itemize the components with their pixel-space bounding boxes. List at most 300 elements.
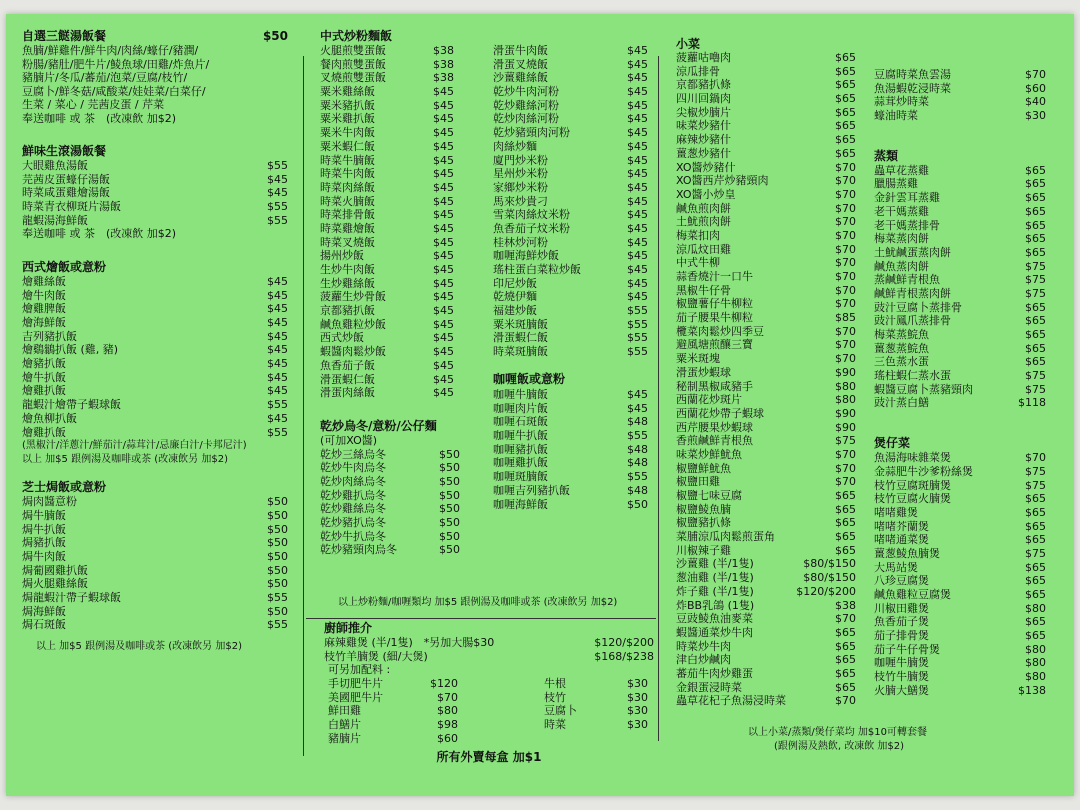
item-name: 枝竹 xyxy=(544,690,566,704)
item-price: $65 xyxy=(1025,560,1046,574)
item-name: 中式牛柳 xyxy=(676,256,720,270)
menu-item xyxy=(676,256,856,270)
item-price: $45 xyxy=(433,345,454,359)
menu-item xyxy=(493,126,648,140)
item-name: 西蘭花炒斑片 xyxy=(676,393,742,407)
menu-item xyxy=(22,173,288,187)
vegetable-list xyxy=(874,68,1046,123)
item-name: 避風塘煎釀三寶 xyxy=(676,338,753,352)
item-price: $50 xyxy=(267,563,288,577)
item-name: 手切肥牛片 xyxy=(328,676,383,690)
item-price: $45 xyxy=(433,98,454,112)
item-price: $45 xyxy=(433,180,454,194)
item-price: $45 xyxy=(627,194,648,208)
item-price: $55 xyxy=(267,425,288,439)
item-name: 豬腩片 xyxy=(328,731,361,745)
item-price: $45 xyxy=(267,316,288,329)
column-2 xyxy=(320,28,654,610)
item-name: 滑蛋蝦仁飯 xyxy=(493,331,548,345)
dishes-footer-note: 以上小菜/蒸類/煲仔菜均 加$10可轉套餐 xyxy=(748,727,928,738)
item-name: 燴雞絲飯 xyxy=(22,274,66,288)
item-price: $70 xyxy=(835,160,856,174)
item-price: $45 xyxy=(627,180,648,194)
item-name: 椒鹽七味豆腐 xyxy=(676,489,742,502)
item-price: $65 xyxy=(1025,341,1046,355)
menu-item xyxy=(493,345,648,359)
item-name: XO醬西芹炒豬頸肉 xyxy=(676,174,769,188)
item-name: 菜脯涼瓜肉鬆煎蛋角 xyxy=(676,530,775,544)
item-price: $45 xyxy=(267,329,288,343)
section-title-dishes: 小菜 xyxy=(676,37,701,51)
menu-item xyxy=(493,470,648,484)
item-name: 薑葱炒豬什 xyxy=(676,146,731,160)
item-name: 燴魚柳扒飯 xyxy=(22,411,77,425)
menu-item xyxy=(320,277,454,291)
item-price: $45 xyxy=(433,331,454,345)
menu-item xyxy=(320,44,454,58)
menu-item xyxy=(874,232,1046,246)
item-price: $45 xyxy=(627,98,648,112)
item-price: $90 xyxy=(835,420,856,434)
menu-item xyxy=(320,386,454,400)
item-price: $38 xyxy=(433,71,454,85)
menu-item xyxy=(493,388,648,402)
item-price: $38 xyxy=(433,57,454,71)
addon-list-right xyxy=(544,677,648,732)
menu-item xyxy=(544,677,648,691)
item-name: 麻辣炒豬什 xyxy=(676,133,731,147)
item-price: $65 xyxy=(835,543,856,557)
item-price: $65 xyxy=(835,146,856,160)
item-name: 乾炒三絲烏冬 xyxy=(320,447,386,461)
item-price: $65 xyxy=(1025,314,1046,328)
item-price: $45 xyxy=(627,235,648,249)
menu-item xyxy=(320,71,454,85)
item-name: 魚湯海味雜菜煲 xyxy=(874,451,951,465)
item-name: 時菜排骨飯 xyxy=(320,208,375,222)
item-name: 津白炒鹹肉 xyxy=(676,653,731,667)
menu-item xyxy=(324,650,654,664)
item-price: $75 xyxy=(1025,273,1046,287)
item-name: 馬來炒貴刁 xyxy=(493,194,548,208)
item-name: 菠蘿咕嚕肉 xyxy=(676,51,731,64)
menu-item xyxy=(676,215,856,229)
item-price: $65 xyxy=(835,666,856,680)
item-price: $45 xyxy=(433,208,454,222)
section-note: 奉送咖啡 或 茶 (改凍飲 加$2) xyxy=(22,227,177,241)
menu-item xyxy=(676,119,856,133)
menu-item xyxy=(544,691,648,705)
item-name: 金針雲耳蒸雞 xyxy=(874,191,940,205)
menu-item xyxy=(493,99,648,113)
menu-item xyxy=(676,599,856,613)
item-name: 燴豬扒飯 xyxy=(22,357,66,371)
item-price: $75 xyxy=(1025,382,1046,396)
menu-item xyxy=(874,260,1046,274)
item-price: $65 xyxy=(835,680,856,694)
item-price: $45 xyxy=(627,276,648,290)
item-price: $55 xyxy=(627,429,648,443)
item-price: $65 xyxy=(1025,629,1046,643)
item-price: $80 xyxy=(1025,642,1046,656)
menu-item xyxy=(22,564,288,578)
menu-item xyxy=(22,330,288,344)
menu-item xyxy=(544,718,648,732)
item-name: 蠔油時菜 xyxy=(874,109,918,123)
item-name: 福建炒飯 xyxy=(493,304,537,318)
item-name: 啫啫芥蘭煲 xyxy=(874,519,929,533)
item-price: $65 xyxy=(835,653,856,667)
item-price: $55 xyxy=(267,213,288,227)
addon-label: 可另加配料 : xyxy=(328,663,391,677)
section-title-western-rice: 西式燴飯或意粉 xyxy=(22,259,107,274)
item-price: $70 xyxy=(835,338,856,352)
item-name: 梅菜蒸肉餅 xyxy=(874,232,929,246)
menu-item xyxy=(874,656,1046,670)
menu-item xyxy=(22,412,288,426)
item-price: $80 xyxy=(835,379,856,393)
item-name: 薑葱鯪魚腩煲 xyxy=(874,546,940,560)
item-name: 涼瓜排骨 xyxy=(676,64,720,78)
item-price: $48 xyxy=(627,415,648,429)
menu-item xyxy=(874,396,1046,410)
menu-item xyxy=(493,167,648,181)
chinese-fried-list-right xyxy=(493,44,648,359)
item-price: $70 xyxy=(835,174,856,188)
item-price: $30 xyxy=(627,690,648,704)
item-name: 龍蝦湯海鮮飯 xyxy=(22,213,88,227)
item-price: $65 xyxy=(835,502,856,516)
item-price: $50 xyxy=(439,474,460,488)
menu-item xyxy=(544,704,648,718)
item-name: 牛根 xyxy=(544,676,566,690)
menu-item xyxy=(22,536,288,550)
column-divider xyxy=(303,56,304,756)
menu-item xyxy=(493,236,648,250)
item-name: 蝦醬豆腐卜蒸豬頸肉 xyxy=(874,382,973,396)
item-price: $65 xyxy=(1025,574,1046,588)
menu-item xyxy=(320,304,454,318)
item-price: $50 xyxy=(267,522,288,536)
item-price: $45 xyxy=(433,276,454,290)
item-name: 時菜 xyxy=(544,717,566,731)
menu-item xyxy=(874,451,1046,465)
item-price: $45 xyxy=(627,139,648,153)
menu-item xyxy=(493,208,648,222)
item-price: $55 xyxy=(267,398,288,412)
item-name: 鹹魚蒸肉餅 xyxy=(874,259,929,273)
item-price: $60 xyxy=(437,731,458,745)
menu-sheet xyxy=(6,14,1074,796)
item-price: $45 xyxy=(433,153,454,167)
item-name: 咖喱海鮮飯 xyxy=(493,497,548,511)
menu-item xyxy=(320,373,454,387)
item-name: 粟米雞絲飯 xyxy=(320,85,375,99)
menu-item xyxy=(676,653,856,667)
item-price: $70 xyxy=(835,201,856,215)
sauce-note: (黑椒汁/洋蔥汁/鮮茄汁/蒜茸汁/忌廉白汁/卡邦尼汁) xyxy=(22,440,247,452)
item-name: 乾炒雞絲河粉 xyxy=(493,98,559,112)
menu-item xyxy=(320,290,454,304)
text-line: 生菜 / 菜心 / 芫茜皮蛋 / 芹菜 xyxy=(22,98,165,111)
item-name: 龍蝦汁燴帶子蝦球飯 xyxy=(22,398,121,412)
item-name: 菠蘿生炒骨飯 xyxy=(320,290,386,304)
item-name: 焗石斑飯 xyxy=(22,618,66,632)
item-price: $75 xyxy=(1025,286,1046,300)
item-price: $50 xyxy=(267,577,288,591)
item-name: 老干媽蒸排骨 xyxy=(874,218,940,232)
item-price: $65 xyxy=(835,51,856,64)
item-name: 梅菜扣肉 xyxy=(676,228,720,242)
item-name: 鮮田雞 xyxy=(328,704,361,718)
menu-item xyxy=(676,284,856,298)
menu-item xyxy=(320,222,454,236)
menu-item xyxy=(676,393,856,407)
section-price: $50 xyxy=(262,29,288,43)
item-name: 乾炒雞扒烏冬 xyxy=(320,488,386,502)
item-price: $50 xyxy=(267,508,288,522)
item-price: $138 xyxy=(1018,683,1046,697)
menu-item xyxy=(320,530,460,544)
item-price: $120 xyxy=(430,676,458,690)
item-name: 餐肉煎雙蛋飯 xyxy=(320,57,386,71)
item-name: 乾炒肉絲烏冬 xyxy=(320,474,386,488)
item-price: $45 xyxy=(267,288,288,302)
item-name: 枝竹豆腐斑腩煲 xyxy=(874,478,951,492)
item-price: $45 xyxy=(627,290,648,304)
item-name: 鹹魚雞粒豆腐煲 xyxy=(874,588,951,601)
menu-item xyxy=(874,68,1046,82)
section-note: 以上 加$5 跟例湯及咖啡或茶 (改凍飲另 加$2) xyxy=(36,641,242,653)
item-name: 四川回鍋肉 xyxy=(676,92,731,106)
menu-item xyxy=(874,369,1046,383)
item-name: 粟米牛肉飯 xyxy=(320,126,375,140)
menu-item xyxy=(493,304,648,318)
column-divider xyxy=(658,56,659,741)
menu-item xyxy=(328,704,458,718)
menu-item xyxy=(676,585,856,599)
item-name: 鹹魚雞粒炒飯 xyxy=(320,317,386,331)
item-name: 臘腸蒸雞 xyxy=(874,177,918,191)
dishes-footer-subnote: (跟例湯及熱飲, 改凍飲 加$2) xyxy=(774,741,905,752)
item-name: 薑葱蒸鯇魚 xyxy=(874,341,929,355)
menu-item xyxy=(874,588,1046,602)
item-price: $75 xyxy=(1025,259,1046,273)
cheese-baked-list xyxy=(22,495,288,632)
item-name: 豆豉鯪魚油麥菜 xyxy=(676,612,753,626)
item-name: 椒鹽鮮魷魚 xyxy=(676,461,731,475)
menu-item xyxy=(320,195,454,209)
item-price: $70 xyxy=(835,475,856,489)
menu-item xyxy=(676,270,856,284)
menu-item xyxy=(676,106,856,120)
menu-item xyxy=(320,249,454,263)
menu-item xyxy=(22,495,288,509)
item-name: 啫啫通菜煲 xyxy=(874,533,929,547)
item-name: 味菜炒豬什 xyxy=(676,119,731,133)
item-price: $45 xyxy=(267,411,288,425)
menu-item xyxy=(676,626,856,640)
menu-item xyxy=(874,506,1046,520)
menu-item xyxy=(676,434,856,448)
item-name: 焗牛扒飯 xyxy=(22,522,66,536)
item-name: 咖喱雞扒飯 xyxy=(493,456,548,470)
western-rice-list xyxy=(22,275,288,439)
item-name: 叉燒煎雙蛋飯 xyxy=(320,71,386,85)
item-price: $55 xyxy=(267,618,288,632)
item-name: 美國肥牛片 xyxy=(328,690,383,704)
item-price: $65 xyxy=(1025,163,1046,177)
menu-item xyxy=(676,544,856,558)
item-price: $45 xyxy=(627,401,648,415)
item-name: 芫茜皮蛋蠔仔湯飯 xyxy=(22,172,110,186)
menu-item xyxy=(22,384,288,398)
item-name: 時菜火腩飯 xyxy=(320,194,375,208)
item-name: 豉汁鳳爪蒸排骨 xyxy=(874,314,951,328)
item-name: 乾炒牛扒烏冬 xyxy=(320,529,386,543)
menu-item xyxy=(320,345,454,359)
menu-item xyxy=(874,109,1046,123)
item-name: 蟲草花蒸雞 xyxy=(874,163,929,177)
item-price: $80 xyxy=(437,704,458,718)
menu-item xyxy=(493,85,648,99)
item-name: 京都豬扒飯 xyxy=(320,304,375,318)
item-name: 豆腐時菜魚雲湯 xyxy=(874,68,951,81)
item-name: 咖喱牛扒飯 xyxy=(493,429,548,443)
item-price: $120/$200 xyxy=(594,636,654,649)
item-name: 老干媽蒸雞 xyxy=(874,204,929,218)
item-name: 乾炒牛肉烏冬 xyxy=(320,461,386,475)
item-price: $65 xyxy=(835,625,856,639)
item-name: 燴雞扒飯 xyxy=(22,384,66,398)
menu-item xyxy=(676,462,856,476)
menu-item xyxy=(676,133,856,147)
item-price: $45 xyxy=(627,126,648,140)
curry-list xyxy=(493,388,648,511)
menu-item xyxy=(320,112,454,126)
item-price: $70 xyxy=(835,228,856,242)
menu-item xyxy=(22,523,288,537)
menu-item xyxy=(676,188,856,202)
menu-item xyxy=(320,126,454,140)
menu-item xyxy=(676,681,856,695)
menu-item xyxy=(874,479,1046,493)
item-price: $45 xyxy=(627,71,648,85)
item-name: 鹹魚煎肉餅 xyxy=(676,201,731,215)
item-name: 肉絲炒麵 xyxy=(493,139,537,153)
menu-item xyxy=(22,289,288,303)
menu-item xyxy=(22,426,288,440)
item-price: $55 xyxy=(627,470,648,484)
item-price: $45 xyxy=(433,372,454,386)
item-price: $45 xyxy=(433,126,454,140)
item-price: $65 xyxy=(1025,492,1046,506)
menu-item xyxy=(493,415,648,429)
item-name: 京都豬扒條 xyxy=(676,78,731,92)
item-name: 滑蛋牛肉飯 xyxy=(493,44,548,57)
column-4 xyxy=(874,68,1046,698)
item-price: $45 xyxy=(627,249,648,263)
menu-item xyxy=(874,465,1046,479)
fresh-soup-rice-list xyxy=(22,159,288,227)
menu-item xyxy=(493,443,648,457)
menu-item xyxy=(493,181,648,195)
item-price: $65 xyxy=(1025,245,1046,259)
item-name: 西芹腰果炒蝦球 xyxy=(676,420,753,434)
item-price: $70 xyxy=(835,447,856,461)
item-name: 粟米斑腩飯 xyxy=(493,317,548,331)
menu-item xyxy=(874,219,1046,233)
item-price: $45 xyxy=(433,249,454,263)
menu-item xyxy=(676,612,856,626)
item-name: 魚香茄子炆米粉 xyxy=(493,221,570,235)
item-name: 葱油雞 (半/1隻) xyxy=(676,571,754,585)
item-price: $70 xyxy=(835,352,856,366)
section-title-three-toppings: 自選三餸湯飯餐 $50 xyxy=(22,29,288,43)
item-name: 枝竹羊腩煲 (細/大煲) xyxy=(324,649,428,663)
menu-item xyxy=(874,314,1046,328)
item-name: 蒜茸炒時菜 xyxy=(874,95,929,109)
item-price: $65 xyxy=(835,119,856,133)
item-name: 枝竹豆腐火腩煲 xyxy=(874,492,951,506)
item-name: 茄子牛仔骨煲 xyxy=(874,642,940,656)
item-price: $65 xyxy=(1025,218,1046,232)
item-price: $70 xyxy=(835,324,856,338)
item-name: 燴牛肉飯 xyxy=(22,288,66,302)
topping-list xyxy=(22,44,288,125)
menu-item xyxy=(320,140,454,154)
menu-item xyxy=(324,636,654,650)
item-price: $120/$200 xyxy=(796,584,856,598)
item-name: 茄子排骨煲 xyxy=(874,629,929,643)
item-price: $30 xyxy=(1025,109,1046,123)
menu-item xyxy=(328,718,458,732)
menu-item xyxy=(676,694,856,708)
item-name: 味菜炒鮮魷魚 xyxy=(676,447,742,461)
item-price: $48 xyxy=(627,456,648,470)
menu-item xyxy=(320,516,460,530)
menu-item xyxy=(874,246,1046,260)
menu-item xyxy=(676,161,856,175)
item-name: 焗豬扒飯 xyxy=(22,536,66,550)
item-name: 燴雞脾飯 xyxy=(22,302,66,316)
item-price: $65 xyxy=(1025,588,1046,601)
menu-item xyxy=(493,429,648,443)
menu-item xyxy=(874,342,1046,356)
menu-item xyxy=(676,421,856,435)
item-name: 乾炒肉絲河粉 xyxy=(493,112,559,126)
menu-item xyxy=(22,316,288,330)
item-price: $40 xyxy=(1025,95,1046,109)
item-price: $50 xyxy=(439,529,460,543)
item-name: 火腿煎雙蛋飯 xyxy=(320,44,386,57)
item-price: $65 xyxy=(835,92,856,106)
item-price: $70 xyxy=(437,690,458,704)
item-price: $45 xyxy=(433,221,454,235)
item-name: 欖菜肉鬆炒四季豆 xyxy=(676,324,764,338)
menu-item xyxy=(22,509,288,523)
item-price: $55 xyxy=(627,317,648,331)
item-name: 生炒雞絲飯 xyxy=(320,276,375,290)
item-name: 麻辣雞煲 (半/1隻) *另加大腸$30 xyxy=(324,636,495,649)
item-price: $80 xyxy=(835,393,856,407)
item-price: $65 xyxy=(835,489,856,502)
menu-item xyxy=(676,516,856,530)
item-price: $65 xyxy=(835,105,856,119)
menu-item xyxy=(22,275,288,289)
item-name: 焗牛腩飯 xyxy=(22,508,66,522)
item-price: $50 xyxy=(267,549,288,563)
